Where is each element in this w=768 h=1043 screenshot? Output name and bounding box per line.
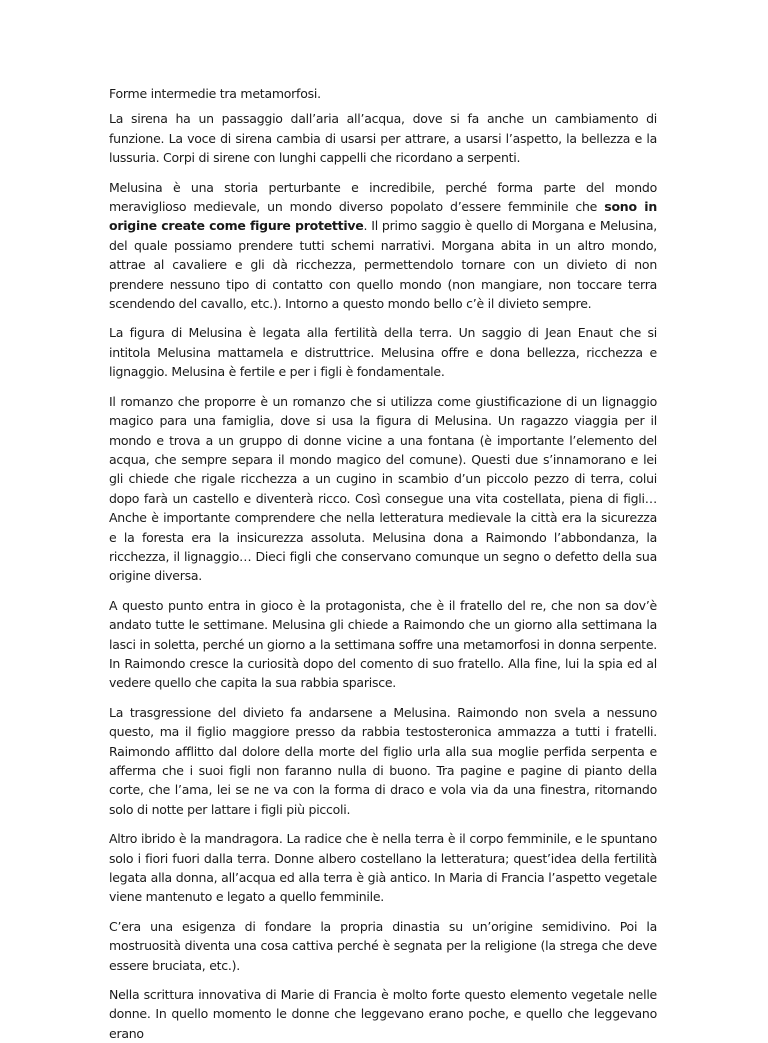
paragraph-sirena: La sirena ha un passaggio dall’aria all’acqua, dove si fa anche un cambiamento di funzione. La voce di sirena cambia di usarsi per attrare, a usarsi l’aspetto, la bellezza e la lussuria. Corpi di sirene con lunghi cappelli che ricordano a serpenti. <box>109 111 657 166</box>
paragraph-fertilita: La figura di Melusina è legata alla fertilità della terra. Un saggio di Jean Enaut che si intitola Melusina mattamela e distruttrice. Melusina offre e dona bellezza, ricchezza e lignaggio. Melusina è fertile e per i figli è fondamentale. <box>109 325 657 380</box>
paragraph-mandragora: Altro ibrido è la mandragora. La radice che è nella terra è il corpo femminile, e le spuntano solo i fiori fuori dalla terra. Donne albero costellano la letteratura; quest’idea della fertilità legata alla donna, all’acqua ed alla terra è già antico. In Maria di Francia l’aspetto vegetale viene mantenuto e legato a quello femminile. <box>109 831 657 905</box>
bold-phrase: sono in origine create come figure protettive <box>109 199 657 234</box>
document-title: Forme intermedie tra metamorfosi. <box>109 86 321 101</box>
paragraph-romanzo: Il romanzo che proporre è un romanzo che si utilizza come giustificazione di un lignaggio magico para una famiglia, dove si usa la figura di Melusina. Un ragazzo viaggia per il mondo e trova a un gruppo di donne vicine a una fontana (è importante l’elemento del acqua, che sempre separa il mondo magico del comune). Questi due s’innamorano e lei gli chiede che rigale ricchezza a un cugino in scambio d’un piccolo pezzo di terra, colui dopo farà un castello e diventerà ricco. Così consegue una vita costellata, piena di figli… Anche è importante comprendere che nella letteratura medievale la città era la sicurezza e la foresta era la insicurezza assoluta. Melusina dona a Raimondo l’abbondanza, la ricchezza, il lignaggio… Dieci figli che conservano comunque un segno o defetto della sua origine diversa. <box>109 393 657 584</box>
document-body <box>109 84 657 1041</box>
paragraph-trasgressione: La trasgressione del divieto fa andarsene a Melusina. Raimondo non svela a nessuno questo, ma il figlio maggiore presso da rabbia testosteronica ammazza a tutti i fratelli. Raimondo afflitto dal dolore della morte del figlio urla alla sua moglie perfida serpenta e afferma che i suoi figli non faranno nulla di buono. Tra pagine e pagine di pianto della corte, che l’ama, lei se ne va con la forma di draco e vola via da una finestra, ritornando solo di notte per lattare i figli più piccoli. <box>109 704 657 817</box>
paragraph-dinastia: C’era una esigenza di fondare la propria dinastia su un’origine semidivino. Poi la mostruosità diventa una cosa cattiva perché è segnata per la religione (la strega che deve essere bruciata, etc.). <box>109 918 657 973</box>
paragraph-text: . Il primo saggio è quello di Morgana e Melusina, del quale possiamo prendere tutti schemi narrativi. Morgana abita in un altro mondo, attrae al cavaliere e gli dà ricchezza, permettendolo tornare con un divieto di non prendere nessuno tipo di contatto con quello mondo (non mangiare, non toccare terra scendendo del cavallo, etc.). Intorno a questo mondo bello c’è il divieto sempre. <box>109 218 657 312</box>
document-page <box>109 84 657 1041</box>
paragraph-melusina-intro <box>109 178 657 314</box>
paragraph-protagonista: A questo punto entra in gioco è la protagonista, che è il fratello del re, che non sa dov’è andato tutte le settimane. Melusina gli chiede a Raimondo che un giorno alla settimana la lasci in soletta, perché un giorno a la settimana soffre una metamorfosi in donna serpente. In Raimondo cresce la curiosità dopo del comento di suo fratello. Alla fine, lui la spia ed al vedere quello che capita la sua rabbia sparisce. <box>109 597 657 691</box>
paragraph-marie-di-francia: Nella scrittura innovativa di Marie di Francia è molto forte questo elemento vegetale nelle donne. In quello momento le donne che leggevano erano poche, e quello che leggevano erano <box>109 987 657 1041</box>
paragraph-text: Melusina è una storia perturbante e incredibile, perché forma parte del mondo meraviglioso medievale, un mondo diverso popolato d’essere femminile che <box>109 179 657 215</box>
